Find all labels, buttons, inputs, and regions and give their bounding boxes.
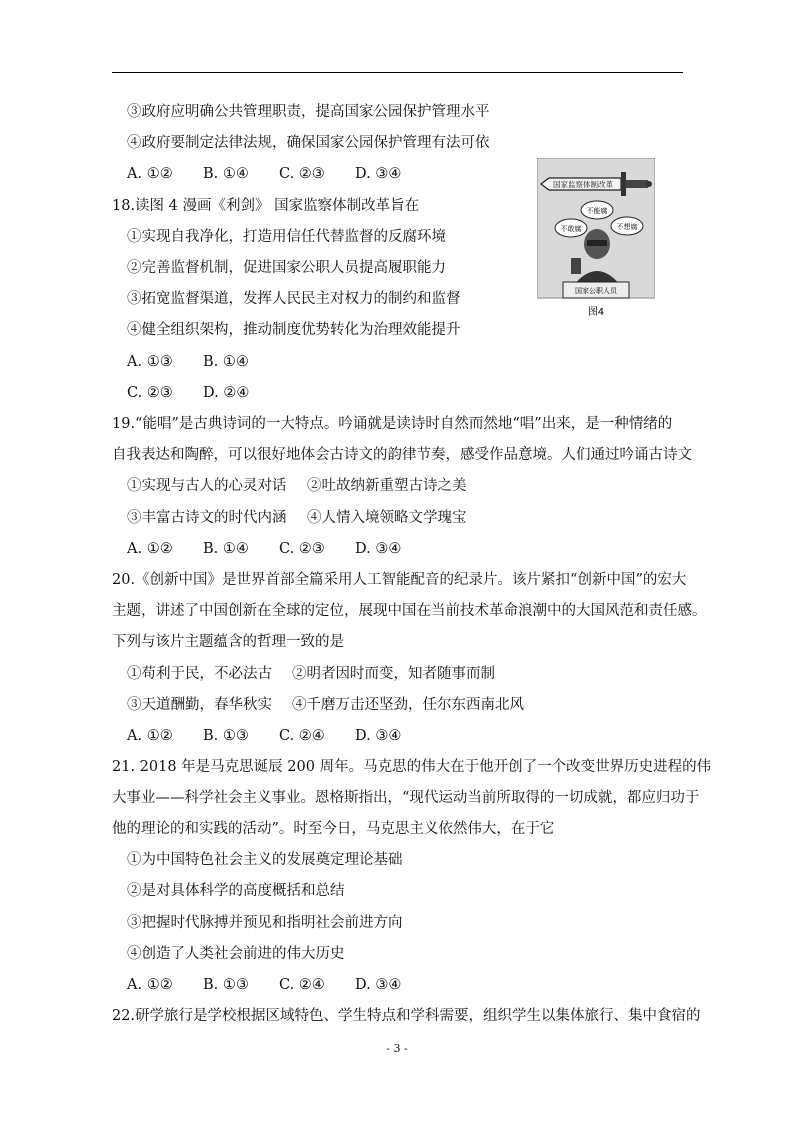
- q17-choice-c[interactable]: C. ②③: [279, 166, 325, 182]
- q20-choice-c[interactable]: C. ②④: [279, 728, 325, 744]
- q19-stem-line-1: 19.“能唱”是古典诗词的一大特点。吟诵就是读诗时自然而然地“唱”出来，是一种情绪的: [112, 416, 673, 432]
- q20-option-2: ②明者因时而变，知者随事而制: [292, 666, 495, 682]
- q17-option-4: ④政府要制定法律法规，确保国家公园保护管理有法可依: [127, 135, 490, 151]
- q18-choice-b[interactable]: B. ①④: [203, 354, 249, 370]
- q20-option-4: ④千磨万击还坚劲，任尔东西南北风: [292, 697, 524, 713]
- q19-option-1: ①实现与古人的心灵对话: [127, 478, 287, 494]
- q21-option-2: ②是对具体科学的高度概括和总结: [127, 883, 345, 899]
- q21-option-1: ①为中国特色社会主义的发展奠定理论基础: [127, 852, 403, 868]
- q19-choice-b[interactable]: B. ①④: [203, 541, 249, 557]
- q18-option-4: ④健全组织架构，推动制度优势转化为治理效能提升: [127, 322, 461, 338]
- q20-choice-d[interactable]: D. ③④: [355, 728, 402, 744]
- q18-choice-c[interactable]: C. ②③: [127, 385, 173, 401]
- q18-choice-d[interactable]: D. ②④: [203, 385, 250, 401]
- q18-option-3: ③拓宽监督渠道，发挥人民民主对权力的制约和监督: [127, 291, 461, 307]
- q21-choice-c[interactable]: C. ②④: [279, 977, 325, 993]
- page-number: - 3 -: [386, 1042, 408, 1055]
- q19-stem-line-2: 自我表达和陶醉，可以很好地体会古诗文的韵律节奏，感受作品意境。人们通过吟诵古诗文: [112, 447, 692, 463]
- q20-choice-b[interactable]: B. ①③: [203, 728, 249, 744]
- q18-option-1: ①实现自我净化，打造用信任代替监督的反腐环境: [127, 229, 446, 245]
- q19-choices: [127, 539, 431, 559]
- q19-choice-a[interactable]: A. ①②: [127, 541, 173, 557]
- q21-choice-d[interactable]: D. ③④: [355, 977, 402, 993]
- q21-choice-b[interactable]: B. ①③: [203, 977, 249, 993]
- q21-option-4: ④创造了人类社会前进的伟大历史: [127, 946, 345, 962]
- q20-stem-line-2: 主题，讲述了中国创新在全球的定位，展现中国在当前技术革命浪潮中的大国风范和责任感。: [112, 603, 707, 619]
- podium-label: 国家公职人员: [575, 287, 617, 295]
- q19-option-4: ④人情入境领略文学瑰宝: [307, 510, 467, 526]
- q19-choice-c[interactable]: C. ②③: [279, 541, 325, 557]
- q19-choice-d[interactable]: D. ③④: [355, 541, 402, 557]
- q19-option-2: ②吐故纳新重塑古诗之美: [307, 478, 467, 494]
- q17-choice-b[interactable]: B. ①④: [203, 166, 249, 182]
- figure-4-cartoon: [537, 158, 655, 320]
- q21-option-3: ③把握时代脉搏并预见和指明社会前进方向: [127, 915, 403, 931]
- q20-stem-line-3: 下列与该片主题蕴含的哲理一致的是: [112, 634, 344, 650]
- q19-option-3: ③丰富古诗文的时代内涵: [127, 510, 287, 526]
- q18-choices-row2: [127, 383, 279, 403]
- q21-stem-line-2: 大事业——科学社会主义事业。恩格斯指出，“现代运动当前所取得的一切成就，都应归功于: [112, 790, 700, 806]
- q20-stem-line-1: 20.《创新中国》是世界首部全篇采用人工智能配音的纪录片。该片紧扣“创新中国”的宏大: [112, 572, 687, 588]
- bubble-2-text: 不能腐: [586, 207, 608, 215]
- q20-choice-a[interactable]: A. ①②: [127, 728, 173, 744]
- q18-stem: 18.读图 4 漫画《利剑》 国家监察体制改革旨在: [112, 198, 420, 214]
- q18-option-2: ②完善监督机制，促进国家公职人员提高履职能力: [127, 260, 446, 276]
- q20-option-3: ③天道酬勤，春华秋实: [127, 697, 272, 713]
- q22-stem-line-1: 22.研学旅行是学校根据区域特色、学生特点和学科需要，组织学生以集体旅行、集中食宿的: [112, 1008, 701, 1024]
- q17-option-3: ③政府应明确公共管理职责，提高国家公园保护管理水平: [127, 104, 490, 120]
- q17-choice-a[interactable]: A. ①②: [127, 166, 173, 182]
- sword-label: 国家监察体制改革: [553, 180, 613, 189]
- q18-choices-row1: [127, 352, 279, 372]
- bubble-1-text: 不敢腐: [560, 225, 582, 233]
- q21-stem-line-1: 21. 2018 年是马克思诞辰 200 周年。马克思的伟大在于他开创了一个改变世界历史进程的伟: [112, 759, 712, 775]
- figure-caption: 图4: [587, 307, 605, 318]
- q21-stem-line-3: 他的理论的和实践的活动”。时至今日，马克思主义依然伟大，在于它: [112, 821, 555, 837]
- q18-choice-a[interactable]: A. ①③: [127, 354, 173, 370]
- q20-option-1: ①苟利于民，不必法古: [127, 666, 272, 682]
- q20-choices: [127, 726, 431, 746]
- q17-choice-d[interactable]: D. ③④: [355, 166, 402, 182]
- q17-choices: [127, 164, 431, 184]
- q21-choices: [127, 975, 431, 995]
- q21-choice-a[interactable]: A. ①②: [127, 977, 173, 993]
- bubble-3-text: 不想腐: [616, 223, 638, 231]
- header-rule: [112, 72, 683, 73]
